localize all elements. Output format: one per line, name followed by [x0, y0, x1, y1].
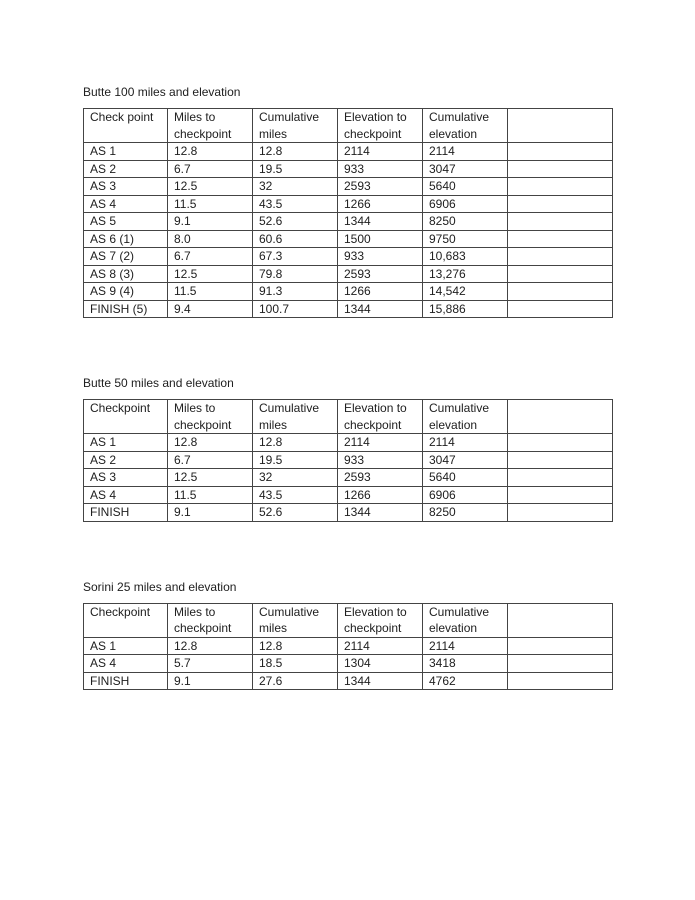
table-cell: 9.4 [168, 300, 253, 318]
column-header: Miles to checkpoint [168, 400, 253, 434]
table-cell: 6.7 [168, 248, 253, 266]
table-cell [508, 195, 613, 213]
table-cell: 14,542 [423, 283, 508, 301]
table-cell: 2114 [338, 637, 423, 655]
table-cell: 60.6 [253, 230, 338, 248]
table-cell: AS 6 (1) [84, 230, 168, 248]
section-title: Butte 100 miles and elevation [83, 85, 241, 99]
table-cell: AS 5 [84, 213, 168, 231]
table-row [84, 283, 613, 301]
table-cell: 3418 [423, 655, 508, 673]
table-cell: 933 [338, 160, 423, 178]
table-cell: 9.1 [168, 504, 253, 522]
table-cell: 10,683 [423, 248, 508, 266]
table-cell [508, 434, 613, 452]
table-cell: 52.6 [253, 504, 338, 522]
table-cell: 12.8 [253, 143, 338, 161]
table-cell: 9750 [423, 230, 508, 248]
table-cell: FINISH [84, 672, 168, 690]
table-cell: 13,276 [423, 265, 508, 283]
table-cell: 2593 [338, 178, 423, 196]
table-cell [508, 160, 613, 178]
table-cell [508, 451, 613, 469]
table-cell: 19.5 [253, 451, 338, 469]
table-cell: 6906 [423, 195, 508, 213]
table-cell: AS 2 [84, 160, 168, 178]
table-cell: AS 4 [84, 486, 168, 504]
table-cell: 18.5 [253, 655, 338, 673]
table-cell: 1500 [338, 230, 423, 248]
table-row [84, 160, 613, 178]
table-cell: 32 [253, 178, 338, 196]
table-cell: 3047 [423, 451, 508, 469]
table-row [84, 300, 613, 318]
table-row [84, 486, 613, 504]
table-cell: 11.5 [168, 283, 253, 301]
table-cell: 12.8 [168, 143, 253, 161]
table-row [84, 655, 613, 673]
table-cell: 11.5 [168, 486, 253, 504]
table-cell: 91.3 [253, 283, 338, 301]
table-row [84, 451, 613, 469]
table-cell [508, 486, 613, 504]
table-cell: 2593 [338, 469, 423, 487]
table-cell: 6906 [423, 486, 508, 504]
table-cell: 12.5 [168, 265, 253, 283]
table-cell [508, 143, 613, 161]
table-cell: 8.0 [168, 230, 253, 248]
table-cell: 67.3 [253, 248, 338, 266]
table-cell: 1344 [338, 672, 423, 690]
table-cell: 1266 [338, 195, 423, 213]
table-cell: 933 [338, 248, 423, 266]
table-cell [508, 213, 613, 231]
table-cell [508, 265, 613, 283]
column-header: Elevation to checkpoint [338, 400, 423, 434]
table-cell: AS 7 (2) [84, 248, 168, 266]
table-cell: 52.6 [253, 213, 338, 231]
table-cell: 43.5 [253, 486, 338, 504]
table-cell: AS 2 [84, 451, 168, 469]
table-cell [508, 230, 613, 248]
table-cell: 2593 [338, 265, 423, 283]
table-cell: AS 8 (3) [84, 265, 168, 283]
table-cell [508, 504, 613, 522]
table-cell: 1344 [338, 213, 423, 231]
table-cell: 6.7 [168, 451, 253, 469]
table-cell: 4762 [423, 672, 508, 690]
section-butte-50 [83, 375, 612, 522]
column-header: Cumulative miles [253, 109, 338, 143]
table-cell: AS 4 [84, 655, 168, 673]
table-cell: 1304 [338, 655, 423, 673]
table-cell: 1344 [338, 300, 423, 318]
table-cell: 43.5 [253, 195, 338, 213]
table-cell: 8250 [423, 213, 508, 231]
table-cell: FINISH (5) [84, 300, 168, 318]
table-row [84, 213, 613, 231]
column-header [508, 603, 613, 637]
table-cell: 5640 [423, 469, 508, 487]
column-header [508, 109, 613, 143]
table-cell: 32 [253, 469, 338, 487]
table-cell [508, 672, 613, 690]
table-cell [508, 178, 613, 196]
table-cell: 6.7 [168, 160, 253, 178]
header-row [84, 400, 613, 434]
column-header: Cumulative elevation [423, 400, 508, 434]
column-header: Cumulative miles [253, 603, 338, 637]
table-cell: 933 [338, 451, 423, 469]
table-cell: 9.1 [168, 672, 253, 690]
section-title: Sorini 25 miles and elevation [83, 579, 237, 594]
table-cell: 12.5 [168, 178, 253, 196]
table-cell: AS 1 [84, 434, 168, 452]
column-header: Elevation to checkpoint [338, 109, 423, 143]
table-cell: 5.7 [168, 655, 253, 673]
table-cell: 2114 [338, 143, 423, 161]
table-cell: 12.5 [168, 469, 253, 487]
table-cell: AS 3 [84, 469, 168, 487]
table-cell: 12.8 [168, 637, 253, 655]
table-cell: 27.6 [253, 672, 338, 690]
sorini-25-table [83, 603, 613, 691]
table-cell: 79.8 [253, 265, 338, 283]
table-row [84, 434, 613, 452]
table-cell: AS 1 [84, 637, 168, 655]
column-header: Check point [84, 109, 168, 143]
section-butte-100 [83, 84, 612, 318]
table-cell: 1266 [338, 486, 423, 504]
section-title: Butte 50 miles and elevation [83, 376, 234, 390]
table-cell: 2114 [338, 434, 423, 452]
table-cell: 1344 [338, 504, 423, 522]
table-row [84, 637, 613, 655]
column-header: Cumulative miles [253, 400, 338, 434]
table-cell: AS 3 [84, 178, 168, 196]
table-row [84, 469, 613, 487]
table-cell: 3047 [423, 160, 508, 178]
table-cell [508, 469, 613, 487]
table-cell [508, 283, 613, 301]
butte-100-table [83, 108, 613, 318]
column-header: Miles to checkpoint [168, 109, 253, 143]
table-cell: 2114 [423, 434, 508, 452]
table-cell: 2114 [423, 143, 508, 161]
table-cell: 9.1 [168, 213, 253, 231]
table-cell: 12.8 [253, 434, 338, 452]
table-cell: AS 9 (4) [84, 283, 168, 301]
header-row [84, 603, 613, 637]
table-row [84, 143, 613, 161]
table-cell: 5640 [423, 178, 508, 196]
table-row [84, 195, 613, 213]
table-cell: FINISH [84, 504, 168, 522]
table-cell: AS 1 [84, 143, 168, 161]
table-cell: 19.5 [253, 160, 338, 178]
table-cell [508, 655, 613, 673]
header-row [84, 109, 613, 143]
table-cell: 12.8 [168, 434, 253, 452]
table-cell: 1266 [338, 283, 423, 301]
table-row [84, 230, 613, 248]
table-cell: 2114 [423, 637, 508, 655]
table-row [84, 248, 613, 266]
column-header: Cumulative elevation [423, 109, 508, 143]
table-cell [508, 300, 613, 318]
column-header: Cumulative elevation [423, 603, 508, 637]
column-header [508, 400, 613, 434]
column-header: Checkpoint [84, 400, 168, 434]
table-row [84, 178, 613, 196]
table-row [84, 672, 613, 690]
table-cell: 11.5 [168, 195, 253, 213]
table-cell: 100.7 [253, 300, 338, 318]
table-cell: 8250 [423, 504, 508, 522]
table-row [84, 504, 613, 522]
table-cell: 15,886 [423, 300, 508, 318]
section-sorini-25 [83, 579, 612, 691]
table-cell: AS 4 [84, 195, 168, 213]
butte-50-table [83, 399, 613, 522]
column-header: Miles to checkpoint [168, 603, 253, 637]
table-row [84, 265, 613, 283]
table-cell: 12.8 [253, 637, 338, 655]
table-cell [508, 248, 613, 266]
column-header: Checkpoint [84, 603, 168, 637]
table-cell [508, 637, 613, 655]
column-header: Elevation to checkpoint [338, 603, 423, 637]
